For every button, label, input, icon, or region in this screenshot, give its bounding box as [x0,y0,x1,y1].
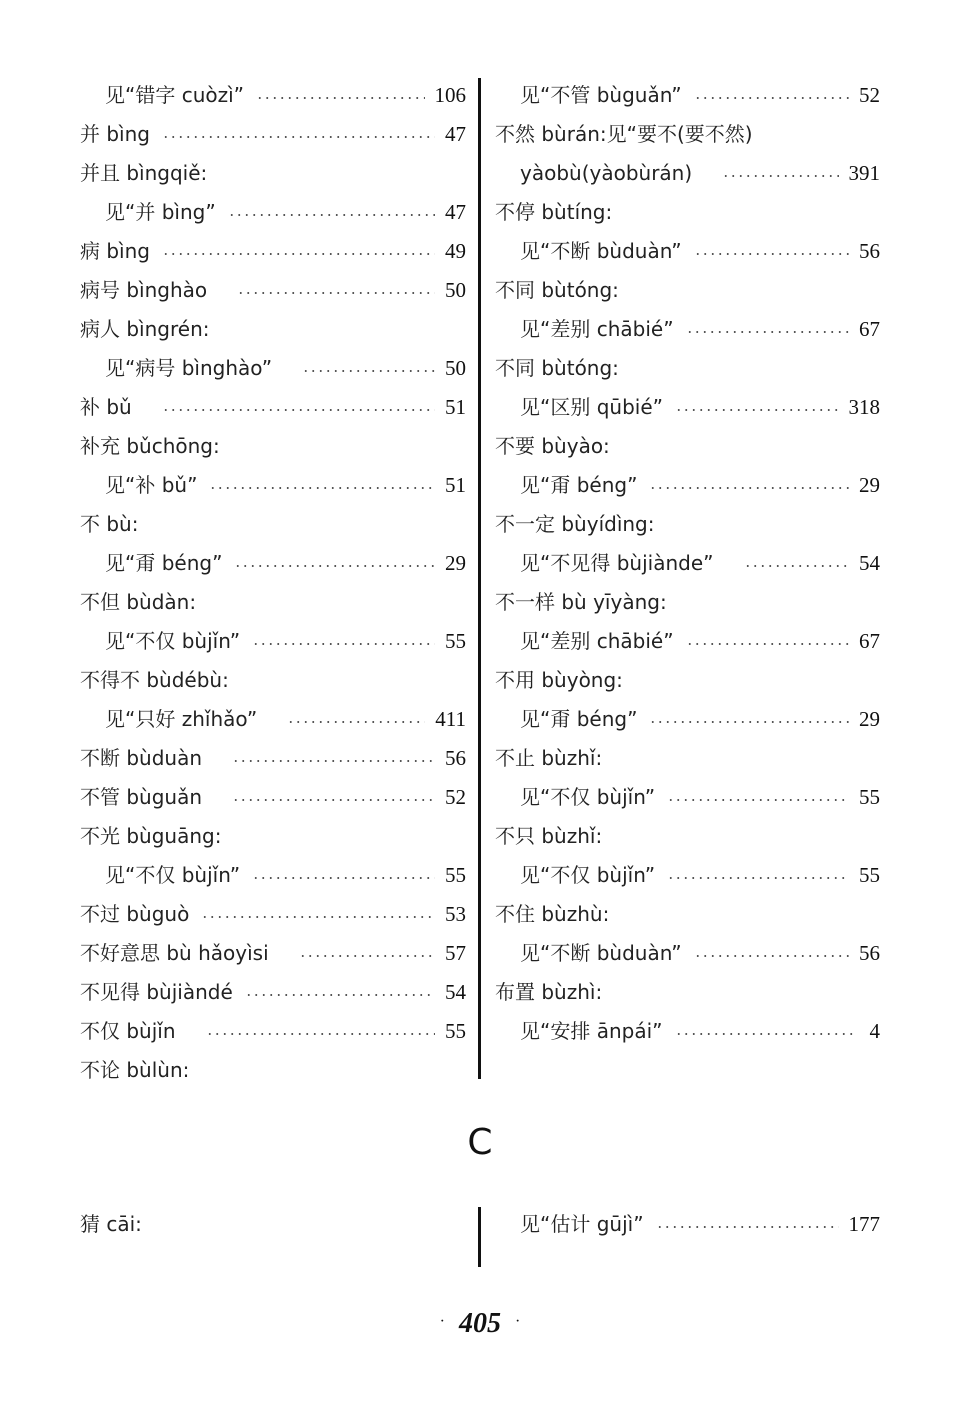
index-entry [495,1012,880,1051]
entry-page: 57 [445,941,466,965]
entry-term: 不停 bùtíng: [495,200,613,224]
entry-term: 不要 bùyào: [495,434,610,458]
section-heading: C [467,1122,493,1163]
entry-term: 见“不管 bùguǎn” [520,83,682,107]
leader-dots [649,721,849,723]
entry-page: 51 [445,395,466,419]
leader-dots [232,760,435,762]
leader-dots [237,292,435,294]
entry-term: 见“并 bìng” [105,200,216,224]
leader-dots [162,409,435,411]
index-entry [80,934,466,973]
entry-term: 不管 bùguǎn [80,785,203,809]
entry-page: 56 [445,746,466,770]
index-entry [80,310,466,349]
entry-page: 29 [445,551,466,575]
leader-dots [675,1033,856,1035]
index-entry [495,544,880,583]
index-entry [495,310,880,349]
leader-dots [667,799,849,801]
index-entry [495,622,880,661]
entry-page: 51 [445,473,466,497]
entry-term: 见“不仅 bùjǐn” [520,863,656,887]
index-entry [495,895,880,934]
index-entry [80,583,466,622]
index-column-right [495,76,880,1051]
index-entry [495,1205,880,1244]
index-entry [80,349,466,388]
entry-page: 177 [848,1212,880,1236]
leader-dots [201,916,435,918]
index-entry [495,427,880,466]
leader-dots [694,955,849,957]
entry-term: 不然 bùrán:见“要不(要不然) [495,122,753,146]
index-entry [495,115,880,154]
leader-dots [744,565,850,567]
index-entry [495,817,880,856]
entry-term: 补充 bǔchōng: [80,434,220,458]
entry-term: 见“不断 bùduàn” [520,239,682,263]
entry-page: 54 [445,980,466,1004]
entry-page: 52 [859,83,880,107]
leader-dots [228,214,435,216]
leader-dots [162,136,435,138]
entry-page: 4 [869,1019,880,1043]
entry-term: 不断 bùduàn [80,746,203,770]
entry-page: 55 [859,863,880,887]
entry-term: 见“差别 chābié” [520,629,674,653]
leader-dots [675,409,838,411]
entry-term: 不论 bùlùn: [80,1058,190,1082]
leader-dots [256,97,424,99]
entry-page: 411 [435,707,466,731]
entry-page: 29 [859,473,880,497]
entry-page: 106 [434,83,466,107]
entry-page: 55 [445,1019,466,1043]
index-entry [80,505,466,544]
entry-term: 病号 bìnghào [80,278,208,302]
index-entry [495,700,880,739]
leader-dots [299,955,435,957]
entry-term: 见“不仅 bùjǐn” [105,863,241,887]
entry-term: 见“不仅 bùjǐn” [105,629,241,653]
entry-term: 不好意思 bù hǎoyìsi [80,941,269,965]
index-entry [80,817,466,856]
leader-dots [722,175,838,177]
entry-page: 47 [445,122,466,146]
index-entry [495,856,880,895]
index-entry [80,661,466,700]
entry-term: 病人 bìngrén: [80,317,210,341]
entry-term: 见“差别 chābié” [520,317,674,341]
entry-term: 不住 bùzhù: [495,902,610,926]
entry-term: 见“病号 bìnghào” [105,356,273,380]
index-entry [80,466,466,505]
index-entry [80,115,466,154]
leader-dots [252,643,435,645]
leader-dots [686,643,849,645]
entry-term: 不一样 bù yīyàng: [495,590,667,614]
entry-term: 见“不见得 bùjiànde” [520,551,714,575]
leader-dots [245,994,435,996]
entry-page: 50 [445,356,466,380]
index-entry [495,76,880,115]
entry-term: 布置 bùzhì: [495,980,603,1004]
entry-term: 猜 cāi: [80,1212,142,1236]
leader-dots [206,1033,435,1035]
entry-term: 见“甭 béng” [520,707,638,731]
entry-term: 不见得 bùjiàndé [80,980,233,1004]
entry-term: 见“甭 béng” [520,473,638,497]
index-entry [80,700,466,739]
leader-dots [302,370,435,372]
entry-page: 29 [859,707,880,731]
leader-dots [252,877,435,879]
entry-page: 67 [859,629,880,653]
page-number-dot: · [439,1313,445,1330]
entry-term: yàobù(yàobùrán) [520,161,693,185]
entry-term: 见“只好 zhǐhǎo” [105,707,258,731]
column-divider [478,1207,481,1267]
index-entry [495,661,880,700]
entry-term: 并 bìng [80,122,150,146]
section-column-right [495,1205,880,1244]
index-entry [80,427,466,466]
leader-dots [656,1226,839,1228]
index-entry [495,193,880,232]
index-column-left [80,76,466,1090]
index-entry [80,1205,466,1244]
index-entry [80,1051,466,1090]
entry-page: 52 [445,785,466,809]
index-entry [80,271,466,310]
index-entry [495,739,880,778]
index-entry [80,388,466,427]
index-entry [80,193,466,232]
entry-page: 55 [859,785,880,809]
index-entry [80,1012,466,1051]
index-entry [80,739,466,778]
leader-dots [649,487,849,489]
section-column-left [80,1205,466,1244]
entry-term: 见“错字 cuòzì” [105,83,245,107]
entry-page: 56 [859,941,880,965]
page-number [0,1308,960,1340]
entry-term: 见“补 bǔ” [105,473,198,497]
leader-dots [287,721,425,723]
column-divider [478,78,481,1079]
entry-term: 不止 bùzhǐ: [495,746,603,770]
index-entry [495,934,880,973]
index-entry [495,349,880,388]
index-entry [80,778,466,817]
leader-dots [162,253,435,255]
entry-page: 67 [859,317,880,341]
entry-term: 不同 bùtóng: [495,356,619,380]
index-entry [495,388,880,427]
entry-page: 318 [848,395,880,419]
index-entry [495,466,880,505]
leader-dots [234,565,435,567]
entry-term: 见“甭 béng” [105,551,223,575]
entry-term: 不一定 bùyídìng: [495,512,655,536]
entry-term: 不用 bùyòng: [495,668,623,692]
leader-dots [694,97,849,99]
page-number-dot: · [515,1313,521,1330]
entry-term: 见“不断 bùduàn” [520,941,682,965]
index-entry [80,856,466,895]
index-entry [80,622,466,661]
entry-term: 不但 bùdàn: [80,590,197,614]
entry-term: 补 bǔ [80,395,132,419]
entry-page: 56 [859,239,880,263]
index-entry [495,583,880,622]
index-entry [80,973,466,1012]
entry-page: 47 [445,200,466,224]
index-entry [80,154,466,193]
index-entry [80,232,466,271]
entry-term: 见“安排 ānpái” [520,1019,663,1043]
entry-page: 55 [445,863,466,887]
entry-term: 病 bìng [80,239,150,263]
entry-term: 见“不仅 bùjǐn” [520,785,656,809]
page-number-value: 405 [459,1308,501,1339]
index-entry [495,232,880,271]
entry-page: 391 [848,161,880,185]
entry-term: 不得不 bùdébù: [80,668,229,692]
entry-term: 并且 bìngqiě: [80,161,208,185]
index-entry [80,76,466,115]
entry-term: 不过 bùguò [80,902,190,926]
index-entry [495,154,880,193]
entry-page: 55 [445,629,466,653]
entry-term: 不 bù: [80,512,139,536]
leader-dots [667,877,849,879]
entry-page: 50 [445,278,466,302]
entry-page: 54 [859,551,880,575]
index-entry [495,973,880,1012]
entry-page: 49 [445,239,466,263]
index-entry [80,895,466,934]
leader-dots [686,331,849,333]
entry-term: 见“估计 gūjì” [520,1212,644,1236]
index-entry [495,778,880,817]
entry-term: 不光 bùguāng: [80,824,222,848]
entry-term: 不只 bùzhǐ: [495,824,603,848]
entry-term: 见“区别 qūbié” [520,395,664,419]
index-entry [80,544,466,583]
leader-dots [209,487,435,489]
entry-term: 不同 bùtóng: [495,278,619,302]
index-entry [495,505,880,544]
leader-dots [694,253,849,255]
leader-dots [232,799,435,801]
index-entry [495,271,880,310]
entry-term: 不仅 bùjǐn [80,1019,176,1043]
entry-page: 53 [445,902,466,926]
